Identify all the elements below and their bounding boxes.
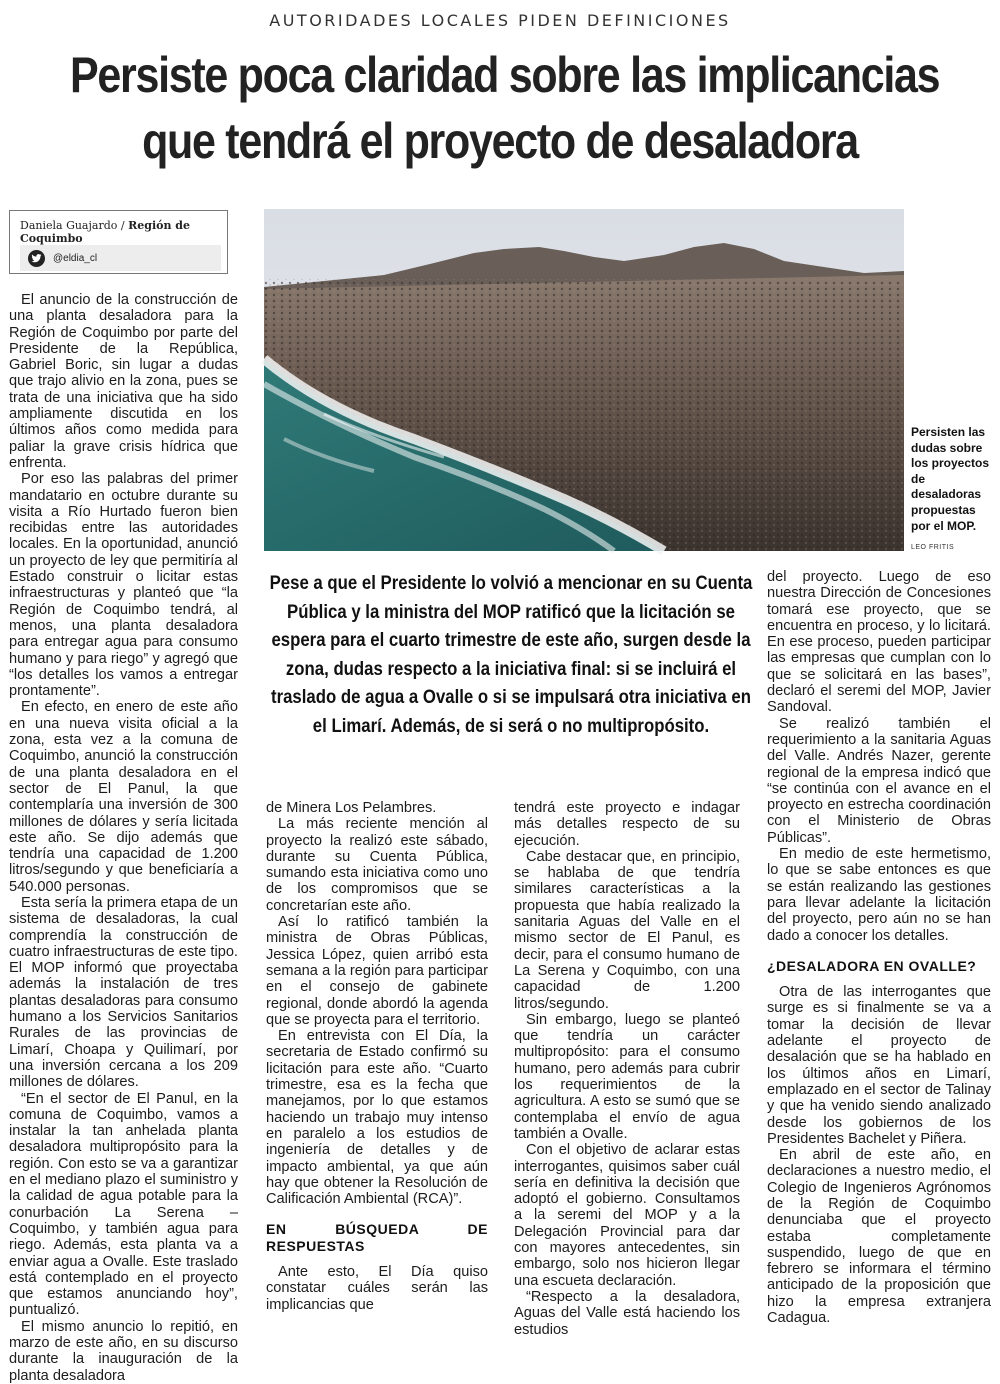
body-paragraph: Se realizó también el requerimiento a la sanitaria Aguas del Valle. Andrés Nazer, gerente regional de la empresa indicó que “se continúa con el avance en el proyecto en estrecha coordinación con el Ministerio de Obras Públicas”. bbox=[767, 715, 991, 846]
body-paragraph: “Respecto a la desaladora, Aguas del Valle está haciendo los estudios bbox=[514, 1288, 740, 1338]
body-paragraph: Así lo ratificó también la ministra de Obras Públicas, Jessica López, quien arribó esta semana a la región para participar en el consejo de gabinete regional, donde abordó la agenda que se proyecta para el territorio. bbox=[266, 914, 488, 1028]
lead-paragraph: Pese a que el Presidente lo volvió a mencionar en su Cuenta Pública y la ministra del MOP ratificó que la licitación se espera para el cuarto trimestre de este año, surgen desde la zona, dudas respecto a la iniciativa final: si se incluirá el traslado de agua a Ovalle o si se impulsará otra iniciativa en el Limarí. Además, de si será o no multipropósito. bbox=[269, 572, 753, 737]
body-paragraph: En medio de este hermetismo, lo que se sabe entonces es que se están realizando las gestiones para llevar adelante la licitación del proyecto, pero aún no se han dado a conocer los detalles. bbox=[767, 846, 991, 944]
body-column-1 bbox=[9, 292, 238, 1384]
body-paragraph: Otra de las interrogantes que surge es si finalmente se va a tomar la decisión de llevar adelante el proyecto de desalación que se ha hablado en los últimos años en Limarí, emplazado en el sector de Talinay y que ha venido siendo analizado desde los gobiernos de los Presidentes Bachelet y Piñera. bbox=[767, 984, 991, 1147]
byline-separator: / bbox=[120, 219, 125, 232]
body-paragraph: tendrá este proyecto e indagar más detalles respecto de su ejecución. bbox=[514, 800, 740, 849]
photo-caption: Persisten las dudas sobre los proyectos de desaladoras propuestas por el MOP. bbox=[911, 425, 990, 533]
headline-line-2: que tendrá el proyecto de desaladora bbox=[142, 113, 858, 169]
body-paragraph: Esta sería la primera etapa de un sistema de desaladoras, la cual comprendía la construcción de cuatro infraestructuras de este tipo. El MOP informó que proyectaba además la instalación de tres plantas desaladoras para consumo humano a los Servicios Sanitarios Rurales de las provincias de Limarí, Choapa y Quilimarí, por una inversión cercana a los 209 millones de dólares. bbox=[9, 894, 238, 1091]
byline-box bbox=[9, 210, 228, 274]
photo-credit: LEO FRITIS bbox=[911, 544, 955, 551]
body-paragraph: “En el sector de El Panul, en la comuna de Coquimbo, vamos a instalar la tan anhelada planta desaladora multipropósito para la región. Con esto se va a garantizar en el mediano plazo el suministro y la calidad de agua potable para la conurbación La Serena – Coquimbo, y también agua para riego. Además, esta planta va a enviar agua a Ovalle. Este traslado está contemplado en el proyecto que estamos anunciando hoy”, puntualizó. bbox=[9, 1090, 238, 1319]
body-paragraph: Ante esto, El Día quiso constatar cuáles serán las implicancias que bbox=[266, 1264, 488, 1313]
body-paragraph: Sin embargo, luego se planteó que tendría un carácter multipropósito: para el consumo humano, pero además para cubrir los requerimientos de la agricultura. A esto se sumó que se contemplaba el envío de agua también a Ovalle. bbox=[514, 1011, 740, 1142]
body-paragraph: de Minera Los Pelambres. bbox=[266, 800, 437, 816]
body-column-2 bbox=[266, 800, 488, 1313]
twitter-bird-icon bbox=[28, 250, 45, 267]
author-name: Daniela Guajardo bbox=[20, 219, 118, 232]
body-paragraph: Por eso las palabras del primer mandatario en octubre durante su visita a Río Hurtado fueron bien recibidas entre las autoridades locales. En la oportunidad, anunció un proyecto de ley que permitiría al Estado construir o licitar estas infraestructuras y planteó que “la Región de Coquimbo tendrá, al menos, una planta desaladora para entregar agua para consumo humano y para riego” y agregó que “los detalles los vamos a entregar prontamente”. bbox=[9, 471, 238, 700]
body-paragraph: En entrevista con El Día, la secretaria de Estado confirmó su licitación para este año. “Cuarto trimestre, esa es la fecha que manejamos, por lo que estamos haciendo un trabajo muy intenso en paralelo a los estudios de ingeniería de detalles y de impacto ambiental, ya que aún hay que obtener la Resolución de Calificación Ambiental (RCA)”. bbox=[266, 1028, 488, 1208]
twitter-bar bbox=[20, 245, 221, 271]
body-paragraph: del proyecto. Luego de eso nuestra Dirección de Concesiones tomará ese proyecto, que se encuentra en proceso, y lo licitará. En ese proceso, pueden participar las empresas que cumplan con lo que se solicitará en las bases”, declaró el seremi del MOP, Javier Sandoval. bbox=[767, 569, 991, 716]
author-region: Región de Coquimbo bbox=[20, 219, 190, 245]
body-paragraph: En efecto, en enero de este año en una nueva visita oficial a la zona, esta vez a la comuna de Coquimbo, anunció la construcción de una planta desaladora en el sector de El Panul, la que contemplaría una inversión de 300 millones de dólares y sería licitada este año. Se dijo además que tendría una capacidad de 1.200 litros/segundo y que beneficiaría a 540.000 personas. bbox=[9, 699, 238, 895]
kicker: AUTORIDADES LOCALES PIDEN DEFINICIONES bbox=[269, 11, 731, 30]
body-paragraph: El anuncio de la construcción de una planta desaladora para la Región de Coquimbo por parte del Presidente de la República, Gabriel Boric, sin lugar a dudas que trajo alivio en la zona, pues se trata de una iniciativa que ha sido ampliamente discutida en los últimos años como medida para paliar la grave crisis hídrica que enfrenta. bbox=[9, 292, 238, 471]
body-column-4 bbox=[767, 569, 991, 1326]
section-subhead: EN BÚSQUEDA DE RESPUESTAS bbox=[266, 1221, 488, 1254]
coastal-aerial-photo bbox=[264, 209, 904, 551]
twitter-handle: @eldia_cl bbox=[53, 252, 98, 264]
body-paragraph: Cabe destacar que, en principio, se hablaba de que tendría similares características a la propuesta que había realizado la sanitaria Aguas del Valle en el mismo sector de El Panul, es decir, para el consumo humano de La Serena y Coquimbo, con una capacidad de 1.200 litros/segundo. bbox=[514, 848, 740, 1012]
headline-line-1: Persiste poca claridad sobre las implicancias bbox=[70, 47, 940, 103]
body-column-3 bbox=[514, 800, 740, 1338]
body-paragraph: El mismo anuncio lo repitió, en marzo de este año, en su discurso durante la inauguración de la planta desaladora bbox=[9, 1318, 238, 1384]
headline bbox=[70, 42, 940, 174]
body-paragraph: En abril de este año, en declaraciones a nuestro medio, el Colegio de Ingenieros Agrónomos de la Región de Coquimbo denunciaba que el proyecto estaba completamente suspendido, luego de que en febrero se informara el término anticipado de la proposición que hizo la empresa extranjera Cadagua. bbox=[767, 1147, 991, 1327]
body-paragraph: Con el objetivo de aclarar estas interrogantes, quisimos saber cuál sería en definitiva la decisión que adoptó el gobierno. Consultamos a la seremi del MOP y a la Delegación Provincial para dar con mayores antecedentes, sin embargo, solo nos hicieron llegar una escueta declaración. bbox=[514, 1142, 740, 1289]
section-subhead: ¿DESALADORA EN OVALLE? bbox=[767, 957, 977, 974]
lead-container bbox=[226, 569, 796, 741]
body-paragraph: La más reciente mención al proyecto la realizó este sábado, durante su Cuenta Pública, sumando esta iniciativa como uno de los compromisos que se concretarían este año. bbox=[266, 816, 488, 914]
byline-authors bbox=[10, 211, 227, 245]
